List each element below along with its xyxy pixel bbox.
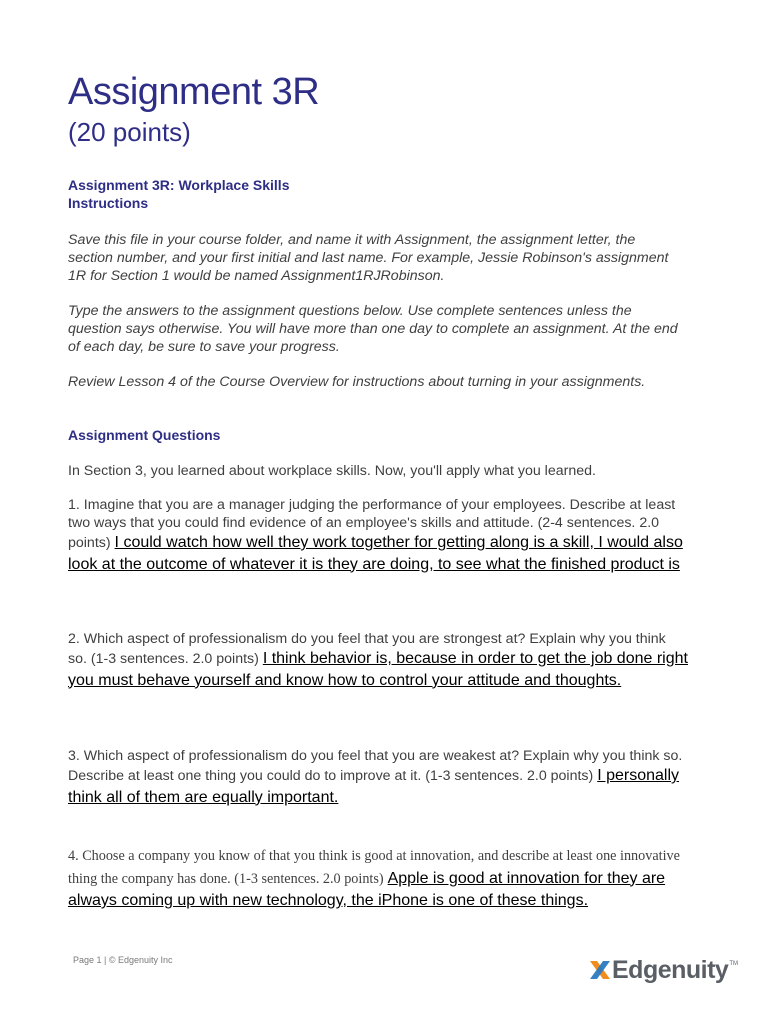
- question-4-prompt: 4. Choose a company you know of that you think is good at innovation, and describe at least one innovative thing the company has done. (1-3 sentences. 2.0 points): [68, 848, 680, 887]
- question-2-answer[interactable]: I think behavior is, because in order to get the job done right you must behave yourself and know how to control your attitude and thoughts.: [68, 650, 688, 689]
- trademark-mark: TM: [729, 961, 739, 967]
- question-1-answer[interactable]: I could watch how well they work together for getting along is a skill, I would also look at the outcome of whatever it is they are doing, to see what the finished product is: [68, 534, 683, 573]
- question-3: [68, 747, 688, 808]
- page-title: Assignment 3R: [68, 71, 320, 113]
- question-2: [68, 630, 688, 691]
- instructions-paragraph-2: Type the answers to the assignment questions below. Use complete sentences unless the question says otherwise. You will have more than one day to complete an assignment. At the end of each day, be sure to save your progress.: [68, 303, 678, 355]
- questions-heading: Assignment Questions: [68, 427, 221, 443]
- question-2-prompt: 2. Which aspect of professionalism do you feel that you are strongest at? Explain why you think so. (1-3 sentences. 2.0 points): [68, 631, 666, 667]
- instructions-heading: Instructions: [68, 195, 149, 211]
- question-1: [68, 496, 688, 575]
- edgenuity-logo-text: Edgenuity: [612, 955, 729, 984]
- instructions-paragraph-1: Save this file in your course folder, and name it with Assignment, the assignment letter, the section number, and your first initial and last name. For example, Jessie Robinson's assignment 1R for Section 1 would be named Assignment1RJRobinson.: [68, 232, 669, 284]
- question-3-answer[interactable]: I personally think all of them are equally important.: [68, 767, 680, 806]
- question-4: [68, 845, 688, 913]
- questions-intro: In Section 3, you learned about workplace skills. Now, you'll apply what you learned.: [68, 463, 596, 479]
- edgenuity-x-icon: [588, 958, 612, 982]
- question-1-prompt: 1. Imagine that you are a manager judging the performance of your employees. Describe at least two ways that you could find evidence of an employee's skills and attitude. (2-4 sentences. 2.0 points): [68, 497, 676, 551]
- points-subtitle: (20 points): [68, 117, 191, 147]
- edgenuity-logo: [588, 953, 738, 987]
- assignment-heading: Assignment 3R: Workplace Skills: [68, 177, 290, 193]
- page-footer: Page 1 | © Edgenuity Inc: [73, 955, 173, 965]
- instructions-paragraph-3: Review Lesson 4 of the Course Overview for instructions about turning in your assignments.: [68, 374, 646, 390]
- question-3-prompt: 3. Which aspect of professionalism do you feel that you are weakest at? Explain why you think so. Describe at least one thing you could do to improve at it. (1-3 sentences. 2.0 points): [68, 748, 683, 784]
- question-4-answer[interactable]: Apple is good at innovation for they are always coming up with new technology, the iPhone is one of these things.: [68, 869, 666, 909]
